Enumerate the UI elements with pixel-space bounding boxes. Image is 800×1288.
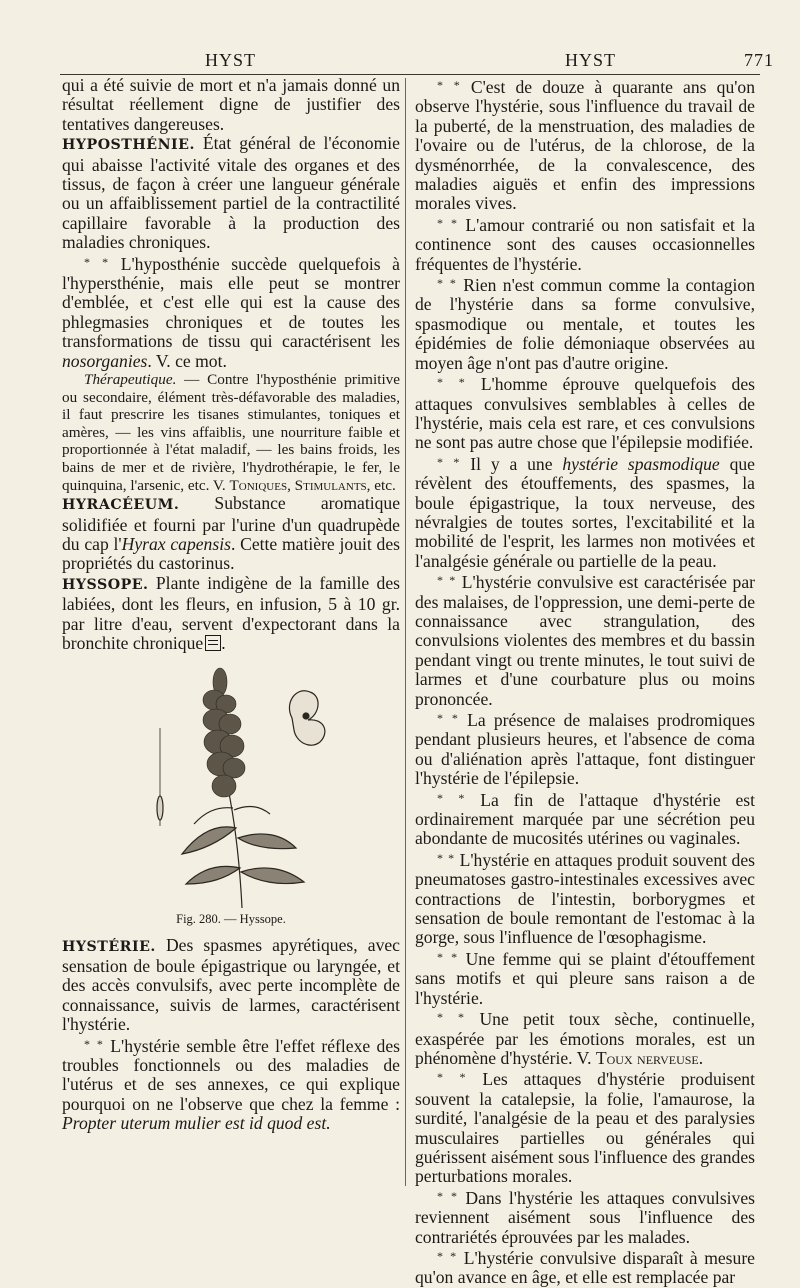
paragraph-text: . xyxy=(698,1047,704,1068)
paragraph-text: La fin de l'attaque d'hystérie est ordinairement marquée par une sécrétion peu abondante de mucosités utérines ou vaginales. xyxy=(415,789,755,849)
subheading: Thérapeutique. xyxy=(84,371,177,389)
flower-spike xyxy=(203,668,245,797)
boxed-lines-icon xyxy=(205,635,221,651)
definition: État général de l'économie qui abaisse l'activité vitale des organes et des tissus, de façon à créer une langueur générale ou un affaiblissement partiel de la contractilité capillaire favorable à la production des maladies chroniques. xyxy=(62,133,400,253)
headword: HYPOSTHÉNIE. xyxy=(62,137,195,154)
paragraph-text: L'hystérie en attaques produit souvent des pneumatoses gastro-intestinales excessives avec contractions de l'intestin, borborygmes et sensation de boule remontant de l'estomac à la gorge, sous l'influence de l'œsophagisme. xyxy=(415,849,756,948)
paragraph-text: Une femme qui se plaint d'étouffement sans motifs et qui pleure sans raison a de l'hystérie. xyxy=(415,948,755,1008)
asterism-mark: * * xyxy=(437,1248,458,1263)
figure-caption: Fig. 280. — Hyssope. xyxy=(176,912,286,927)
cross-reference: Toniques, Stimulants xyxy=(229,476,367,494)
asterism-mark: * * xyxy=(437,1188,458,1203)
paragraph xyxy=(415,274,755,373)
headword: HYRACÉEUM. xyxy=(62,497,180,514)
paragraph-text: L'hystérie semble être l'effet réflexe des troubles fonctionnels ou des maladies de l'utérus et de ses annexes, ce qui explique pourquoi on ne l'observe que chez la femme : xyxy=(62,1035,400,1114)
asterism-mark: * * xyxy=(437,78,461,92)
italic-term: hystérie spasmodique xyxy=(562,453,720,474)
asterism-mark: * * xyxy=(437,949,459,964)
running-head-left: HYST xyxy=(205,50,257,70)
paragraph-text: , etc. xyxy=(366,476,396,494)
italic-quote: Propter uterum mulier est id quod est. xyxy=(62,1113,331,1134)
paragraph xyxy=(415,453,755,571)
continuation-paragraph: qui a été suivie de mort et n'a jamais donné un résultat réellement digne de justifier des tentatives dangereuses. xyxy=(62,75,400,134)
paragraph xyxy=(415,849,755,948)
asterism-mark: * * xyxy=(84,1036,104,1051)
paragraph xyxy=(415,1008,755,1068)
asterism-mark: * * xyxy=(437,1010,466,1025)
paragraph-text: L'hystérie convulsive disparaît à mesure qu'on avance en âge, et elle est remplacée par xyxy=(415,1247,755,1288)
entry-hyposthenie xyxy=(62,134,400,252)
headword: HYSSOPE. xyxy=(62,576,149,593)
running-head-right: HYST xyxy=(565,50,617,70)
asterism-mark: * * xyxy=(437,790,466,805)
asterism-mark: * * xyxy=(437,711,459,725)
paragraph xyxy=(62,253,400,371)
paragraph xyxy=(415,76,755,214)
entry-hyssope: HYSSOPE. Plante indigène de la famille des labiées, dont les fleurs, en infusion, 5 à 10 gr. par litre d'eau, servent d'expectorant dans la bronchite chronique . xyxy=(62,572,400,654)
definition: . Cette matière jouit des propriétés du castorinus. xyxy=(62,534,400,574)
paragraph xyxy=(415,948,755,1008)
paragraph-text: Il y a une xyxy=(470,453,553,474)
left-column xyxy=(62,76,400,1134)
paragraph xyxy=(415,1068,755,1186)
definition: Substance aromatique solidifiée et fourni par l'urine d'un quadrupède du cap l' xyxy=(62,493,400,555)
paragraph-text: Les attaques d'hystérie produisent souvent la catalepsie, la folie, l'amaurose, la surdité, l'analgésie de la peau et des paralysies musculaires partielles ou générales qui guérissent aisément sous l'influence des grandes perturbations morales. xyxy=(415,1069,755,1187)
asterism-mark: * * xyxy=(437,375,466,390)
hyssope-figure xyxy=(62,658,400,930)
italic-term: nosorganies xyxy=(62,350,148,371)
italic-term: Hyrax capensis xyxy=(121,534,231,555)
paragraph xyxy=(415,571,755,709)
paragraph-text: L'hyposthénie succède quelquefois à l'hypersthénie, mais elle peut se montrer d'emblée, et c'est elle qui est la cause des phlegmasies chroniques et de toutes les transformations de tissu qui caractérisent les xyxy=(62,253,400,352)
asterism-mark: * * xyxy=(437,454,461,469)
headword: HYSTÉRIE. xyxy=(62,938,156,955)
paragraph-text: L'homme éprouve quelquefois des attaques convulsives semblables à celles de l'hystérie, mais cela est rare, et ces convulsions ne sont pas autre chose que l'épilepsie modifiée. xyxy=(415,374,755,453)
paragraph-text: Rien n'est commun comme la contagion de l'hystérie dans sa forme convulsive, spasmodique ou mentale, et toutes les épidémies de folie démoniaque observées au moyen âge n'ont pas d'autre origine. xyxy=(415,275,755,373)
asterism-mark: * * xyxy=(437,573,457,588)
paragraph xyxy=(415,373,755,453)
paragraph xyxy=(62,1035,400,1134)
paragraph-text: L'amour contrarié ou non satisfait et la continence sont des causes occasionnelles fréquentes de l'hystérie. xyxy=(415,214,756,274)
paragraph xyxy=(415,214,755,274)
asterism-mark: * * xyxy=(437,1070,467,1085)
cross-reference: Toux nerveuse xyxy=(595,1047,699,1068)
column-divider xyxy=(405,78,406,1186)
paragraph-text: La présence de malaises prodromiques pendant plusieurs heures, et l'absence de coma ou d'aliénation après l'attaque, font distinguer l'hystérie de l'épilepsie. xyxy=(415,710,756,789)
paragraph-text: — Contre l'hyposthénie primitive ou secondaire, élément très-défavorable des maladies, il faut prescrire les tisanes stimulantes, toniques et amères, — les vins affaiblis, une nourriture faible et proportionnée à l'état maladif, — les bains froids, les bains de mer et de rivière, l'hydrothérapie, le fer, le quinquina, l'arsenic, etc. V. xyxy=(62,371,400,494)
therapeutique-paragraph xyxy=(62,371,400,494)
entry-hysterie xyxy=(62,936,400,1035)
paragraph xyxy=(415,789,755,849)
right-column xyxy=(415,76,755,1288)
paragraph xyxy=(415,1247,755,1288)
page-number: 771 xyxy=(744,50,774,70)
paragraph-text: Dans l'hystérie les attaques convulsives reviennent aisément sous l'influence des contrariétés éprouvées par les malades. xyxy=(415,1187,756,1247)
entry-hyraceum xyxy=(62,494,400,574)
definition: Des spasmes apyrétiques, avec sensation de boule épigastrique ou laryngée, et des accès convulsifs, avec perte incomplète de connaissance, suivis de larmes, caractérisent l'hystérie. xyxy=(62,934,400,1035)
paragraph-text: C'est de douze à quarante ans qu'on observe l'hystérie, sous l'influence du travail de la puberté, de la menstruation, des maladies de l'ovaire ou de l'utérus, de la chlorose, de la dysménorrhée, de la convalescence, des maladies aiguës et enfin des impressions morales vives. xyxy=(415,77,756,214)
paragraph-text: L'hystérie convulsive est caractérisée par des malaises, de l'oppression, une demi-perte de connaissance avec strangulation, des convulsions violentes des membres et du bassin pendant vingt ou trente minutes, le tout suivi de larmes et d'une courbature plus ou moins prononcée. xyxy=(415,572,755,709)
paragraph-text: . V. ce mot. xyxy=(147,350,227,371)
paragraph-text: Une petit toux sèche, continuelle, exaspérée par les émotions morales, est un phénomène d'hystérie. V. xyxy=(415,1009,755,1068)
asterism-mark: * * xyxy=(437,215,458,230)
definition: Plante indigène de la famille des labiées, dont les fleurs, en infusion, 5 à 10 gr. par litre d'eau, servent d'expectorant dans la bronchite chronique xyxy=(62,572,400,654)
paragraph-text: que révèlent des étouffements, des spasmes, la boule épigastrique, la toux nerveuse, des névralgies de toutes sortes, l'excitabilité et la mobilité de l'esprit, les larmes non motivées et l'analgésie générale ou partielle de la peau. xyxy=(415,453,755,571)
asterism-mark: * * xyxy=(84,254,110,269)
hyssop-plant-illustration xyxy=(124,658,344,910)
paragraph xyxy=(415,709,755,789)
asterism-mark: * * xyxy=(437,850,456,865)
asterism-mark: * * xyxy=(437,276,457,291)
